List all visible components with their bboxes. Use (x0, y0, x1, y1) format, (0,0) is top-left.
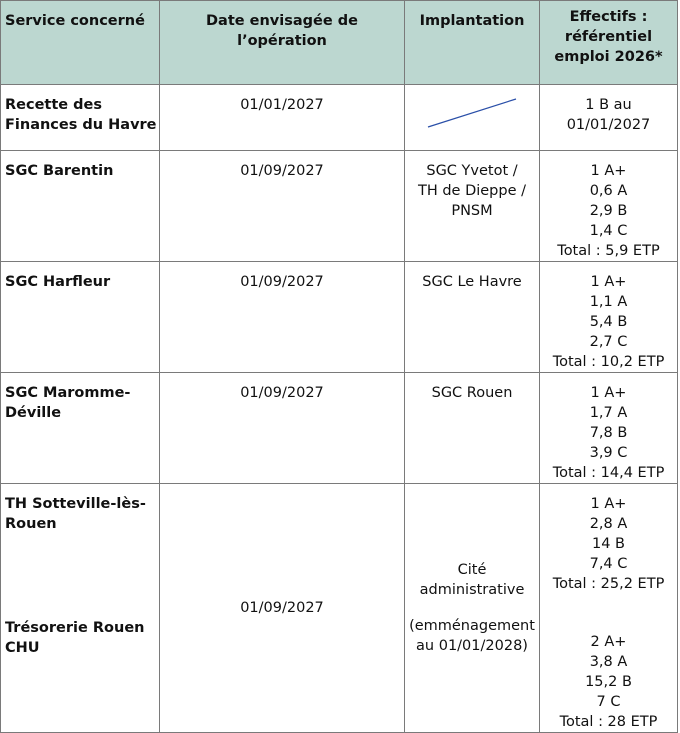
effectifs-cell (540, 262, 678, 373)
effectif-line: 2,8 A (589, 516, 628, 532)
header-effectifs (540, 1, 678, 85)
table-row (1, 85, 678, 151)
header-implantation: Implantation (405, 1, 540, 85)
implantation-line: Cité (457, 562, 487, 578)
effectif-line: 2,9 B (589, 203, 628, 219)
effectif-line: 1 A+ (590, 163, 627, 179)
implantation-note-line: au 01/01/2028) (416, 638, 528, 654)
effectif-line: 1 A+ (590, 274, 627, 290)
implantation-cell: SGC Rouen (405, 373, 540, 484)
header-effectifs-line: emploi 2026* (554, 49, 663, 65)
effectif-line: 7,4 C (589, 556, 628, 572)
effectif-line: Total : 10,2 ETP (552, 354, 665, 370)
service-line: Rouen (5, 516, 57, 532)
effectif-line: Total : 5,9 ETP (557, 243, 660, 259)
effectif-line: 0,6 A (589, 183, 628, 199)
implantation-cell (405, 151, 540, 262)
implantation-cell-empty (405, 85, 540, 151)
effectif-line: Total : 14,4 ETP (552, 465, 665, 481)
effectif-line: 3,8 A (589, 654, 628, 670)
service-line: Trésorerie Rouen (5, 620, 145, 636)
effectif-line: 1 B au (585, 97, 632, 113)
table-row-merged (1, 484, 678, 733)
effectifs-cell (540, 373, 678, 484)
effectif-line: 7 C (596, 694, 621, 710)
service-cell (1, 373, 160, 484)
table-row (1, 262, 678, 373)
service-cell-merged (1, 484, 160, 733)
effectifs-cell (540, 484, 678, 733)
service-line: Déville (5, 405, 62, 421)
implantation-note-line: (emménagement (409, 618, 535, 634)
effectif-line: 2 A+ (590, 634, 627, 650)
effectif-line: 2,7 C (589, 334, 628, 350)
header-row (1, 1, 678, 85)
service-line: SGC Maromme- (5, 385, 131, 401)
implantation-line: TH de Dieppe / (417, 183, 527, 199)
effectif-line: 3,9 C (589, 445, 628, 461)
effectif-line: 1,7 A (589, 405, 628, 421)
spacer (405, 600, 539, 616)
effectif-line: 1,4 C (589, 223, 628, 239)
effectif-line: Total : 25,2 ETP (552, 576, 665, 592)
date-cell: 01/09/2027 (160, 262, 405, 373)
table-row (1, 373, 678, 484)
effectif-line: 5,4 B (589, 314, 628, 330)
effectif-line: 1 A+ (590, 385, 627, 401)
effectif-line: 14 B (591, 536, 625, 552)
header-effectifs-line: Effectifs : (569, 9, 648, 25)
service-line: CHU (5, 640, 40, 656)
diagonal-slash-icon (424, 97, 520, 131)
effectifs-cell (540, 85, 678, 151)
effectif-line: 7,8 B (589, 425, 628, 441)
effectif-line: 15,2 B (585, 674, 632, 690)
header-date: Date envisagée de l’opération (160, 1, 405, 85)
implantation-cell (405, 484, 540, 733)
implantation-line: SGC Yvetot / (426, 163, 518, 179)
date-cell: 01/01/2027 (160, 85, 405, 151)
effectif-line: 01/01/2027 (566, 117, 651, 133)
effectifs-cell (540, 151, 678, 262)
service-line: Finances du Havre (5, 117, 157, 133)
date-cell: 01/09/2027 (160, 373, 405, 484)
table-row (1, 151, 678, 262)
implantation-cell: SGC Le Havre (405, 262, 540, 373)
implantation-line: PNSM (451, 203, 493, 219)
implantation-line: administrative (419, 582, 525, 598)
service-cell: SGC Harfleur (1, 262, 160, 373)
header-effectifs-line: référentiel (564, 29, 653, 45)
service-line: Recette des (5, 97, 103, 113)
date-cell: 01/09/2027 (160, 151, 405, 262)
service-line: TH Sotteville-lès- (5, 496, 146, 512)
service-cell: SGC Barentin (1, 151, 160, 262)
effectif-line: 1,1 A (589, 294, 628, 310)
effectif-line: Total : 28 ETP (559, 714, 658, 730)
header-service: Service concerné (1, 1, 160, 85)
effectif-line: 1 A+ (590, 496, 627, 512)
service-cell (1, 85, 160, 151)
date-cell: 01/09/2027 (160, 484, 405, 733)
